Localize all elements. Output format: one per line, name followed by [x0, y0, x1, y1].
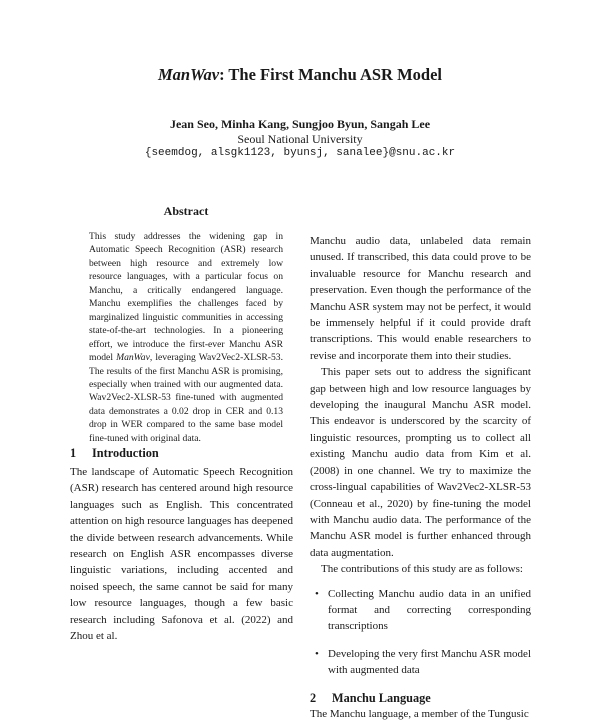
introduction-paragraph: The landscape of Automatic Speech Recognition (ASR) research has centered around high resource languages such as English. This concentrated attention on high resource languages has deepened the divide between research advancements. While research on English ASR encompasses diverse linguistic variations, including accented and noised speech, the same cannot be said for many low resource languages, though a few basic research including Safonova et al. (2022) and Zhou et al. [70, 466, 293, 643]
section-number: 1 [70, 446, 77, 460]
section-heading-manchu-language [310, 690, 531, 706]
abstract-model-name: ManWav [116, 352, 150, 364]
list-item [310, 586, 531, 635]
authors: Jean Seo, Minha Kang, Sungjoo Byun, Sangah Lee [169, 117, 431, 131]
list-item-text: Developing the very first Manchu ASR model with augmented data [328, 647, 531, 677]
section-number: 2 [310, 690, 317, 705]
paragraph-contributions-lead: The contributions of this study are as follows: [321, 563, 523, 576]
abstract-text-part1: This study addresses the widening gap in Automatic Speech Recognition (ASR) research between high resource and extremely low resource languages, with a particular focus on Manchu, a critically endangered language. Manchu exemplifies the challenges faced by marginalized linguistic communities in accessing state-of-the-art technologies. In a pioneering effort, we introduce the first-ever Manchu ASR model [89, 231, 283, 364]
paragraph-continued: Manchu audio data, unlabeled data remain unused. If transcribed, this data could prove to be invaluable resource for Manchu research and preservation. Even though the performance of the Manchu ASR system may not be perfect, it would be immensely helpful if it could provide draft transcriptions. This would enable researchers to revise and incorporate them into their studies. [310, 235, 531, 362]
right-column [310, 233, 531, 722]
section-title: Introduction [92, 446, 159, 460]
paragraph-contribution-intro: This paper sets out to address the significant gap between high and low resource languages by developing the inaugural Manchu ASR model. This endeavor is underscored by the scarcity of linguistic resources, prompting us to collect all existing Manchu audio data from Kim et al. (2008) in one channel. We try to maximize the cross-lingual capabilities of Wav2Vec2-XLSR-53 (Conneau et al., 2020) by fine-tuning the model with Manchu audio data. The performance of the Manchu ASR model is further enhanced through data augmentation. [310, 366, 531, 559]
affiliation: Seoul National University [237, 132, 363, 146]
manchu-language-paragraph: The Manchu language, a member of the Tungusic [310, 707, 529, 720]
abstract-heading: Abstract [163, 204, 209, 218]
contributions-list [310, 586, 531, 679]
list-item-text: Collecting Manchu audio data in an unified format and correcting corresponding transcriptions [328, 587, 531, 633]
abstract-text-part2: , leveraging Wav2Vec2-XLSR-53. The results of the first Manchu ASR is promising, especially when trained with our augmented data. Wav2Vec2-XLSR-53 fine-tuned with augmented data demonstrates a 0.02 drop in CER and 0.13 drop in WER compared to the same base model fine-tuned with original data. [89, 352, 283, 444]
section-title: Manchu Language [332, 690, 431, 705]
author-emails: {seemdog, alsgk1123, byunsj, sanalee}@snu.ac.kr [144, 147, 456, 159]
section-heading-introduction [70, 446, 159, 461]
abstract-body [89, 230, 283, 445]
paper-title [0, 65, 600, 85]
list-item [310, 646, 531, 679]
title-italic: ManWav [157, 65, 220, 84]
bullet-icon: • [315, 647, 319, 660]
title-rest: : The First Manchu ASR Model [219, 65, 443, 84]
bullet-icon: • [315, 587, 319, 600]
